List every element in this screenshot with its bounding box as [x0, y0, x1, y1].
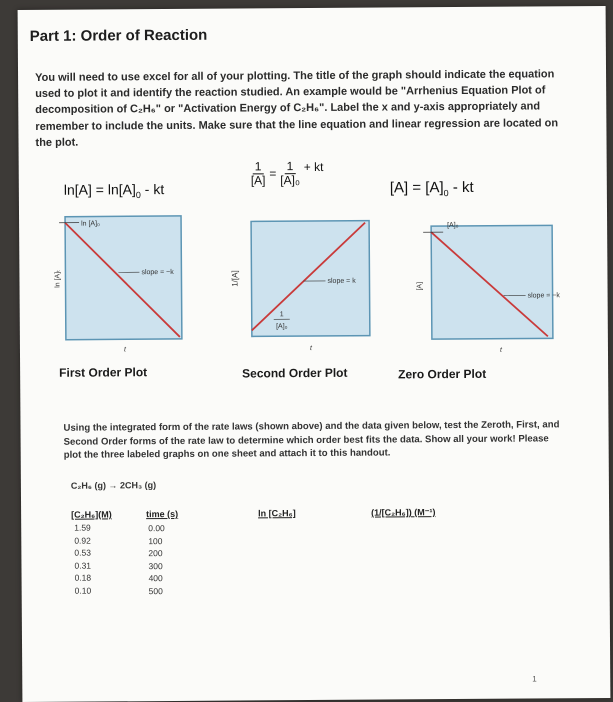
section-heading: Part 1: Order of Reaction: [30, 27, 208, 45]
second-eq-frac-right: [280, 160, 300, 187]
zero-plot-area: [431, 225, 553, 339]
second-intercept-num: 1: [280, 311, 284, 318]
header-inverse-concentration: (1/[C₂H₆]) (M⁻¹): [371, 507, 435, 518]
table-cell: 500: [149, 585, 166, 598]
first-order-plot: [54, 216, 182, 354]
intro-paragraph: You will need to use excel for all of your plotting. The title of the graph should indicate the equation used to plot it and identify the reaction studied. An example would be "Arrhenius Equation Plot of decomposition of C₂H₆" or "Activation Energy of C₂H₆". Label the x and y-axis appropriately and remember to include the units. Make sure that the line equation and linear regression are located on the plot.: [35, 66, 576, 151]
first-intercept-label: ln [A]₀: [81, 220, 100, 227]
header-time: time (s): [146, 509, 178, 519]
second-eq-num1: 1: [253, 160, 264, 174]
table-cell: 1.59: [74, 522, 91, 535]
zero-eq-rhs: - kt: [449, 179, 474, 196]
zero-y-label: [A]: [416, 282, 423, 291]
second-eq-num2: 1: [285, 160, 296, 174]
task-instructions: Using the integrated form of the rate laws (shown above) and the data given below, test the Zeroth, First, and Second Order forms of the rate law to determine which order best fits the data. Show all your work! Please plot the three labeled graphs on one sheet and attach it to this handout.: [63, 418, 563, 462]
second-order-equation: [251, 160, 324, 188]
table-cell: 0.18: [75, 572, 92, 585]
first-order-plot-label: First Order Plot: [59, 365, 147, 380]
table-cell: 200: [148, 547, 165, 560]
reaction-equation: C₂H₆ (g) → 2CH₃ (g): [71, 480, 156, 491]
time-column: [148, 522, 165, 597]
zero-x-label: t: [500, 347, 503, 354]
second-eq-den1: [A]: [251, 174, 266, 187]
zero-eq-lhs: [A] = [A]: [390, 179, 444, 196]
page-number: 1: [532, 674, 537, 683]
table-cell: 300: [148, 560, 165, 573]
first-slope-label: slope = −k: [141, 269, 174, 276]
table-cell: 0.92: [74, 534, 91, 547]
second-eq-frac-left: [251, 160, 266, 187]
first-y-label: ln [A]ₜ: [54, 270, 61, 288]
second-eq-den2: [A]₀: [280, 174, 300, 187]
zero-eq-sub: 0: [444, 188, 449, 198]
zero-slope-label: slope = −k: [528, 292, 561, 299]
first-eq-lhs: ln[A] = ln[A]: [64, 181, 136, 198]
table-cell: 0.53: [74, 547, 91, 560]
table-cell: 0.00: [148, 522, 165, 535]
zero-order-equation: [390, 179, 474, 199]
table-cell: 100: [148, 535, 165, 548]
handout-page: [18, 6, 611, 702]
second-x-label: t: [310, 345, 313, 352]
table-cell: 0.10: [75, 584, 92, 597]
second-y-label: 1/[A]: [230, 270, 239, 287]
zero-order-plot: [416, 221, 561, 354]
first-order-equation: [64, 181, 164, 200]
first-eq-rhs: - kt: [141, 181, 164, 197]
first-eq-sub: 0: [136, 190, 141, 200]
zero-order-plot-label: Zero Order Plot: [398, 367, 486, 382]
first-x-label: t: [124, 346, 127, 353]
second-intercept-den: [A]₀: [276, 323, 288, 330]
second-slope-label: slope = k: [327, 278, 356, 285]
zero-intercept-label: [A]₀: [447, 222, 459, 229]
second-eq-equals: =: [269, 166, 276, 180]
second-eq-tail: + kt: [304, 160, 324, 174]
header-ln-concentration: ln [C₂H₆]: [258, 508, 296, 518]
concentration-column: [74, 522, 91, 597]
table-cell: 0.31: [74, 559, 91, 572]
header-concentration: [C₂H₆](M): [71, 509, 112, 519]
table-cell: 400: [149, 572, 166, 585]
second-order-plot-label: Second Order Plot: [242, 366, 347, 381]
rate-law-plots: [19, 201, 608, 365]
second-order-plot: [230, 221, 370, 353]
